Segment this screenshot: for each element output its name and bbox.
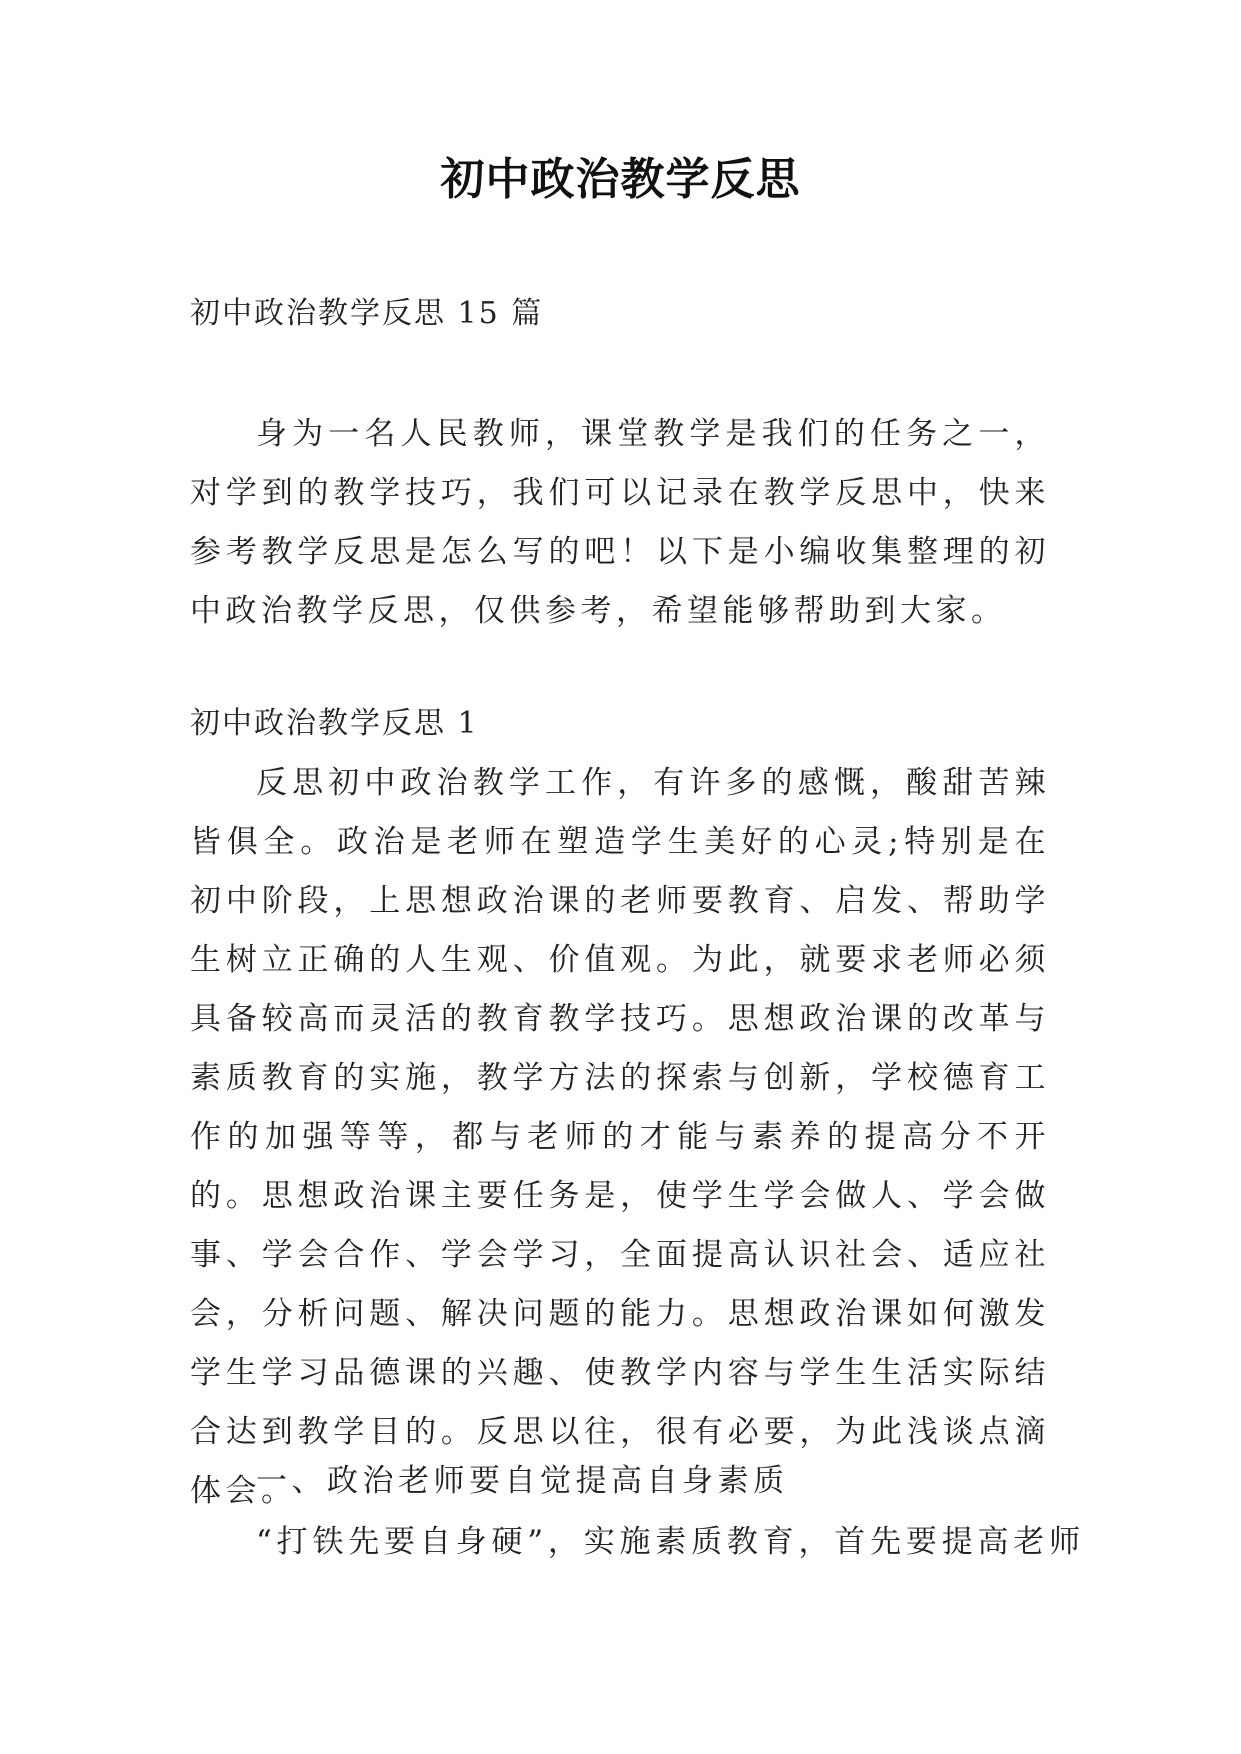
section-paragraph: 反思初中政治教学工作，有许多的感慨，酸甜苦辣皆俱全。政治是老师在塑造学生美好的心灵;特别是在初中阶段，上思想政治课的老师要教育、启发、帮助学生树立正确的人生观、价值观。为此，就要求老师必须具备较高而灵活的教育教学技巧。思想政治课的改革与素质教育的实施，教学方法的探索与创新，学校德育工作的加强等等，都与老师的才能与素养的提高分不开的。思想政治课主要任务是，使学生学会做人、学会做事、学会合作、学会学习，全面提高认识社会、适应社会，分析问题、解决问题的能力。思想政治课如何激发学生学习品德课的兴趣、使教学内容与学生生活实际结合达到教学目的。反思以往，很有必要，为此浅谈点滴体会。 <box>190 765 1050 1509</box>
document-subtitle: 初中政治教学反思 15 篇 <box>190 296 544 331</box>
point-heading: 一、政治老师要自觉提高自身素质 <box>256 1463 789 1499</box>
intro-paragraph: 身为一名人民教师，课堂教学是我们的任务之一，对学到的教学技巧，我们可以记录在教学反思中，快来参考教学反思是怎么写的吧！以下是小编收集整理的初中政治教学反思，仅供参考，希望能够帮助到大家。 <box>190 416 1050 629</box>
document-title: 初中政治教学反思 <box>440 154 801 205</box>
point-paragraph-start: “打铁先要自身硬”，实施素质教育，首先要提高老师 <box>256 1524 1085 1560</box>
section-heading: 初中政治教学反思 1 <box>190 706 479 741</box>
